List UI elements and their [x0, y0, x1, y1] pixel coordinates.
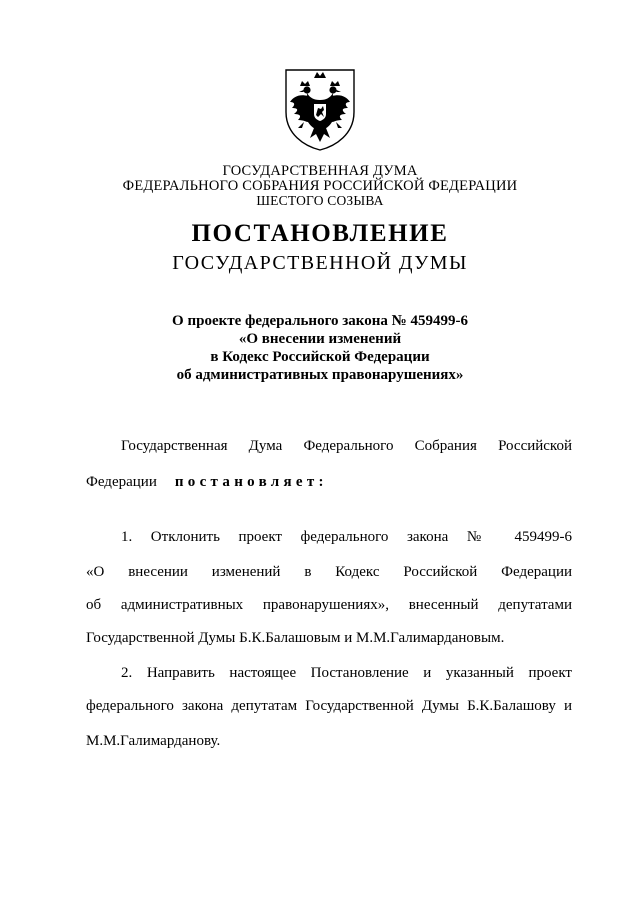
resolves-verb: постановляет:: [174, 474, 328, 490]
preamble-line-1: Государственная Дума Федерального Собрания Российской: [121, 438, 572, 454]
item-2-line-2: федерального закона депутатам Государственной Думы Б.К.Балашову и: [86, 698, 572, 714]
item-1-line-3: об административных правонарушениях», внесенный депутатами: [86, 597, 572, 613]
convocation-line: ШЕСТОГО СОЗЫВА: [256, 193, 384, 208]
item-1-line-4: Государственной Думы Б.К.Балашовым и М.М.Галимардановым.: [86, 630, 505, 646]
coat-of-arms-emblem: [280, 66, 360, 152]
subject-line-2: «О внесении изменений: [238, 331, 402, 347]
item-1-line-1: 1. Отклонить проект федерального закона № 459499-6: [121, 529, 572, 545]
subject-line-1: О проекте федерального закона № 459499-6: [172, 313, 468, 329]
org-name-line-2: ФЕДЕРАЛЬНОГО СОБРАНИЯ РОССИЙСКОЙ ФЕДЕРАЦИИ: [122, 178, 518, 194]
preamble-line-2: [86, 473, 572, 491]
item-2-line-3: М.М.Галимарданову.: [86, 733, 221, 749]
document-subtitle: ГОСУДАРСТВЕННОЙ ДУМЫ: [172, 252, 468, 274]
preamble-federation: Федерации: [86, 474, 157, 490]
item-2-line-1: 2. Направить настоящее Постановление и указанный проект: [121, 665, 572, 681]
org-name-line-1: ГОСУДАРСТВЕННАЯ ДУМА: [222, 163, 418, 179]
subject-line-4: об административных правонарушениях»: [176, 367, 464, 383]
subject-line-3: в Кодекс Российской Федерации: [210, 349, 430, 365]
item-1-line-2: «О внесении изменений в Кодекс Российской Федерации: [86, 564, 572, 580]
document-title: ПОСТАНОВЛЕНИЕ: [191, 220, 449, 247]
